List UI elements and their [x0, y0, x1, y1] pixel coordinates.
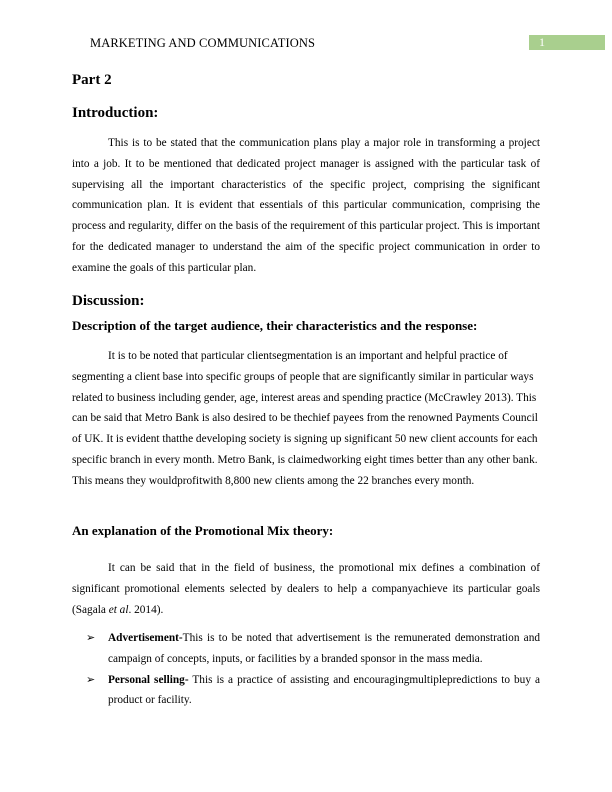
promo-text-end: . 2014). — [128, 603, 164, 616]
arrow-bullet-icon: ➢ — [86, 672, 96, 686]
list-item — [72, 628, 540, 670]
bullet-term: Personal selling- — [108, 673, 189, 686]
part-heading: Part 2 — [72, 72, 112, 88]
promotional-mix-subheading: An explanation of the Promotional Mix theory: — [72, 523, 334, 538]
bullet-text: This is to be noted that advertisement is the remunerated demonstration and campaign of concepts, inputs, or facilities by a branded sponsor in the mass media. — [108, 632, 540, 665]
list-item — [72, 670, 540, 712]
target-audience-subheading: Description of the target audience, their characteristics and the response: — [72, 318, 478, 333]
target-audience-paragraph: It is to be noted that particular clientsegmentation is an important and helpful practice of segmenting a client base into specific groups of people that are significantly similar in particular ways related to business including gender, age, interest areas and spending practice (McCrawley 2013). This can be said that Metro Bank is also desired to be thechief payees from the renowned Payments Council of UK. It is evident thatthe developing society is signing up significant 50 new client accounts for each specific branch in every month. Metro Bank, is claimedworking eight times better than any other bank. This means they wouldprofitwith 8,800 new clients among the 22 branches every month. — [72, 350, 538, 487]
citation-et-al: et al — [108, 603, 129, 616]
arrow-bullet-icon: ➢ — [86, 631, 96, 644]
bullet-text: This is a practice of assisting and encouragingmultiplepredictions to buy a product or facility. — [108, 673, 541, 707]
promo-text-start: It can be said that in the field of business, the promotional mix defines a combination of significant promotional elements selected by dealers to help a companyachieve its particular goals (Sagala — [72, 562, 540, 616]
running-header-title: MARKETING AND COMMUNICATIONS — [90, 36, 316, 50]
introduction-paragraph: This is to be stated that the communication plans play a major role in transforming a project into a job. It to be mentioned that dedicated project manager is assigned with the particular task of supervising all the important characteristics of the specific project, comprising the significant communication plan. It is evident that essentials of this particular communication, comprising the process and regularity, differ on the basis of the requirement of this particular project. This is important for the dedicated manager to understand the aim of the specific project communication in order to examine the goals of this particular plan. — [72, 137, 540, 274]
page-number: 1 — [529, 35, 605, 50]
promotional-mix-paragraph — [72, 558, 540, 620]
discussion-heading: Discussion: — [72, 293, 145, 309]
bullet-term: Advertisement- — [108, 632, 183, 644]
promotional-elements-list — [72, 628, 540, 711]
introduction-heading: Introduction: — [72, 105, 159, 121]
